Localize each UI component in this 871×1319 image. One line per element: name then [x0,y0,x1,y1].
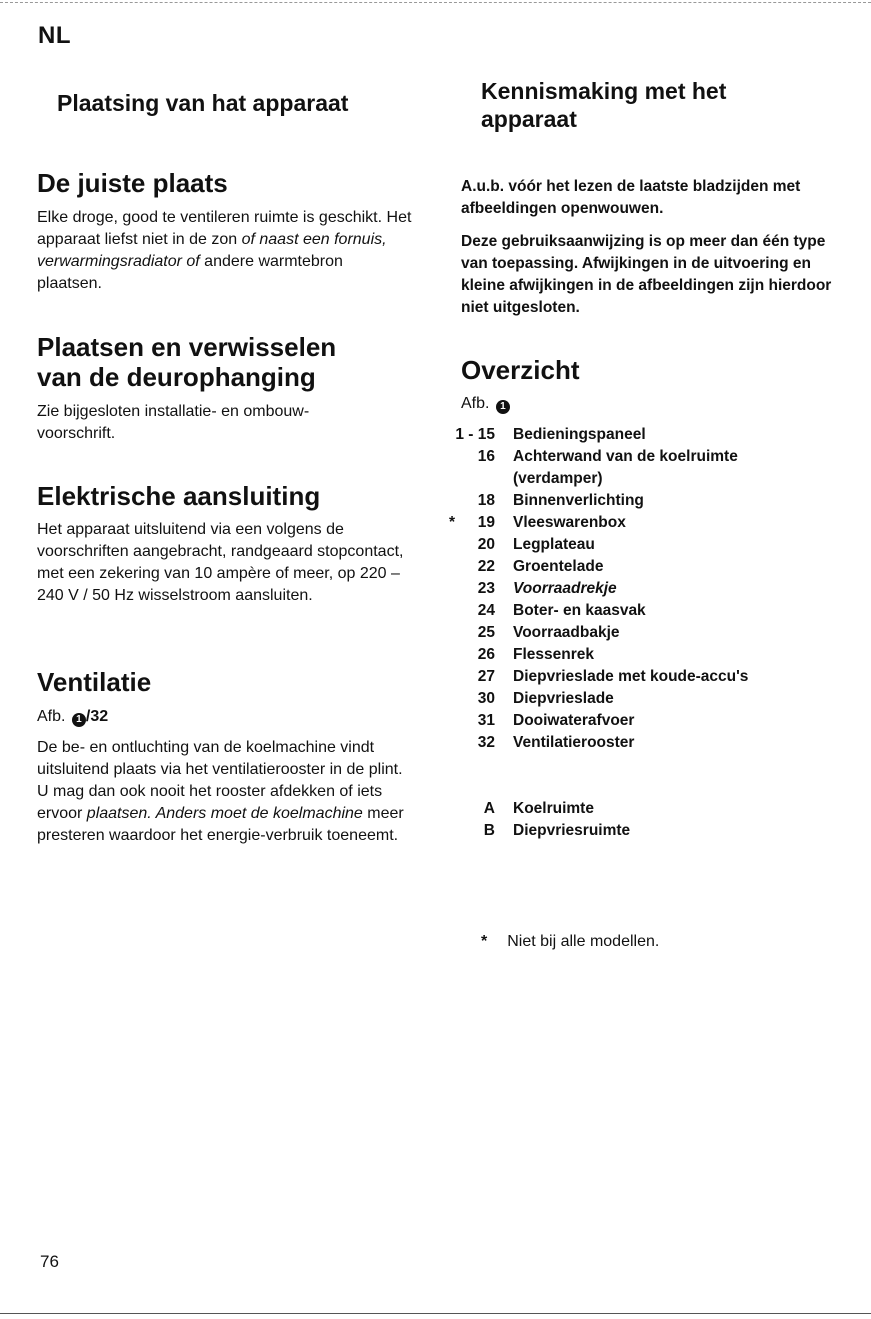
item-number: 32 [477,734,495,751]
item-label: Groentelade [513,558,604,575]
item-number: 24 [477,602,495,619]
parts-list [449,424,829,754]
paragraph-ventilatie: De be- en ontluchting van de koelmachine vindt uitsluitend plaats via het ventilatierooster in de plint. U mag dan ook nooit het rooster afdekken of iets ervoor plaatsen. Anders moet de koelmachine meer presteren waardoor het energie-verbruik toeneemt. [37,739,404,844]
item-label: Flessenrek [513,646,594,663]
item-number: 18 [477,492,495,509]
list-item [449,688,829,710]
list-item [449,490,829,512]
list-item [449,622,829,644]
top-rule [0,2,871,4]
item-label: Voorraadbakje [513,624,620,641]
heading-deurophanging-1: Plaatsen en verwisselen [37,332,337,362]
item-number: 20 [477,536,495,553]
item-number: A [483,800,495,817]
list-item [449,798,829,820]
asterisk-marker: * [449,514,456,531]
language-code: NL [38,22,71,49]
item-label: Achterwand van de koelruimte [513,448,738,465]
item-label: Vleeswarenbox [513,514,626,531]
heading-deurophanging-2: van de deurophanging [37,362,316,392]
left-section-title: Plaatsing van hat apparaat [57,90,349,116]
right-section-title-1: Kennismaking met het [481,78,727,104]
right-section-title-2: apparaat [481,106,577,132]
item-number [449,468,513,490]
item-number: B [483,822,495,839]
figure-reference-overzicht: Afb. 1 [461,393,841,415]
item-label: Diepvrieslade [513,690,614,707]
list-item [449,468,829,490]
footnote-star: * [481,933,488,950]
item-number: 16 [477,448,495,465]
list-item [449,600,829,622]
item-number: 26 [477,646,495,663]
item-label: Binnenverlichting [513,492,644,509]
heading-juiste-plaats: De juiste plaats [37,168,228,198]
list-item [449,710,829,732]
heading-overzicht: Overzicht [461,355,580,385]
list-item [449,732,829,754]
item-label: Diepvrieslade met koude-accu's [513,668,749,685]
intro-paragraph-2: Deze gebruiksaanwijzing is op meer dan één type van toepassing. Afwijkingen in de uitvoering en kleine afwijkingen in de afbeeldingen zijn hierdoor niet uitgesloten. [461,233,832,316]
item-label: Koelruimte [513,800,594,817]
item-number: 23 [477,580,495,597]
list-item [449,820,829,842]
zones-list [449,798,829,842]
item-label: Legplateau [513,536,595,553]
item-number: * 19 [449,512,513,534]
item-number: 25 [477,624,495,641]
list-item [449,644,829,666]
heading-ventilatie: Ventilatie [37,667,152,697]
heading-elektrische-aansluiting: Elektrische aansluiting [37,481,321,511]
bottom-rule [0,1313,871,1315]
paragraph-juiste-plaats: Elke droge, good te ventileren ruimte is geschikt. Het apparaat liefst niet in de zon of naast een fornuis, verwarmingsradiator of andere warmtebron plaatsen. [37,209,412,292]
list-item [449,534,829,556]
figure-number-badge: 1 [72,713,86,727]
item-number: 30 [477,690,495,707]
intro-paragraph-1: A.u.b. vóór het lezen de laatste bladzijden met afbeeldingen openwouwen. [461,178,801,217]
list-item [449,446,829,468]
item-label: (verdamper) [513,470,603,487]
item-label: Diepvriesruimte [513,822,631,839]
item-number: 27 [477,668,495,685]
page-number: 76 [40,1252,59,1271]
item-label: Boter- en kaasvak [513,602,646,619]
figure-reference-ventilatie: Afb. 1 /32 [37,708,109,725]
item-number: 31 [477,712,495,729]
list-item [449,578,829,600]
list-item [449,424,829,446]
list-item [449,666,829,688]
item-number: 1 - 15 [455,426,495,443]
item-label: Ventilatierooster [513,734,635,751]
paragraph-deurophanging: Zie bijgesloten installatie- en ombouw-voorschrift. [37,403,310,442]
paragraph-elektrische-aansluiting: Het apparaat uitsluitend via een volgens de voorschriften aangebracht, randgeaard stopcontact, met een zekering van 10 ampère of meer, op 220 – 240 V / 50 Hz wisselstroom aansluiten. [37,521,404,604]
item-label: Voorraadrekje [513,580,617,597]
item-label: Bedieningspaneel [513,426,646,443]
footnote: * Niet bij alle modellen. [481,933,660,950]
list-item [449,512,829,534]
figure-number-badge: 1 [496,400,510,414]
item-number: 22 [477,558,495,575]
list-item [449,556,829,578]
item-label: Dooiwaterafvoer [513,712,635,729]
